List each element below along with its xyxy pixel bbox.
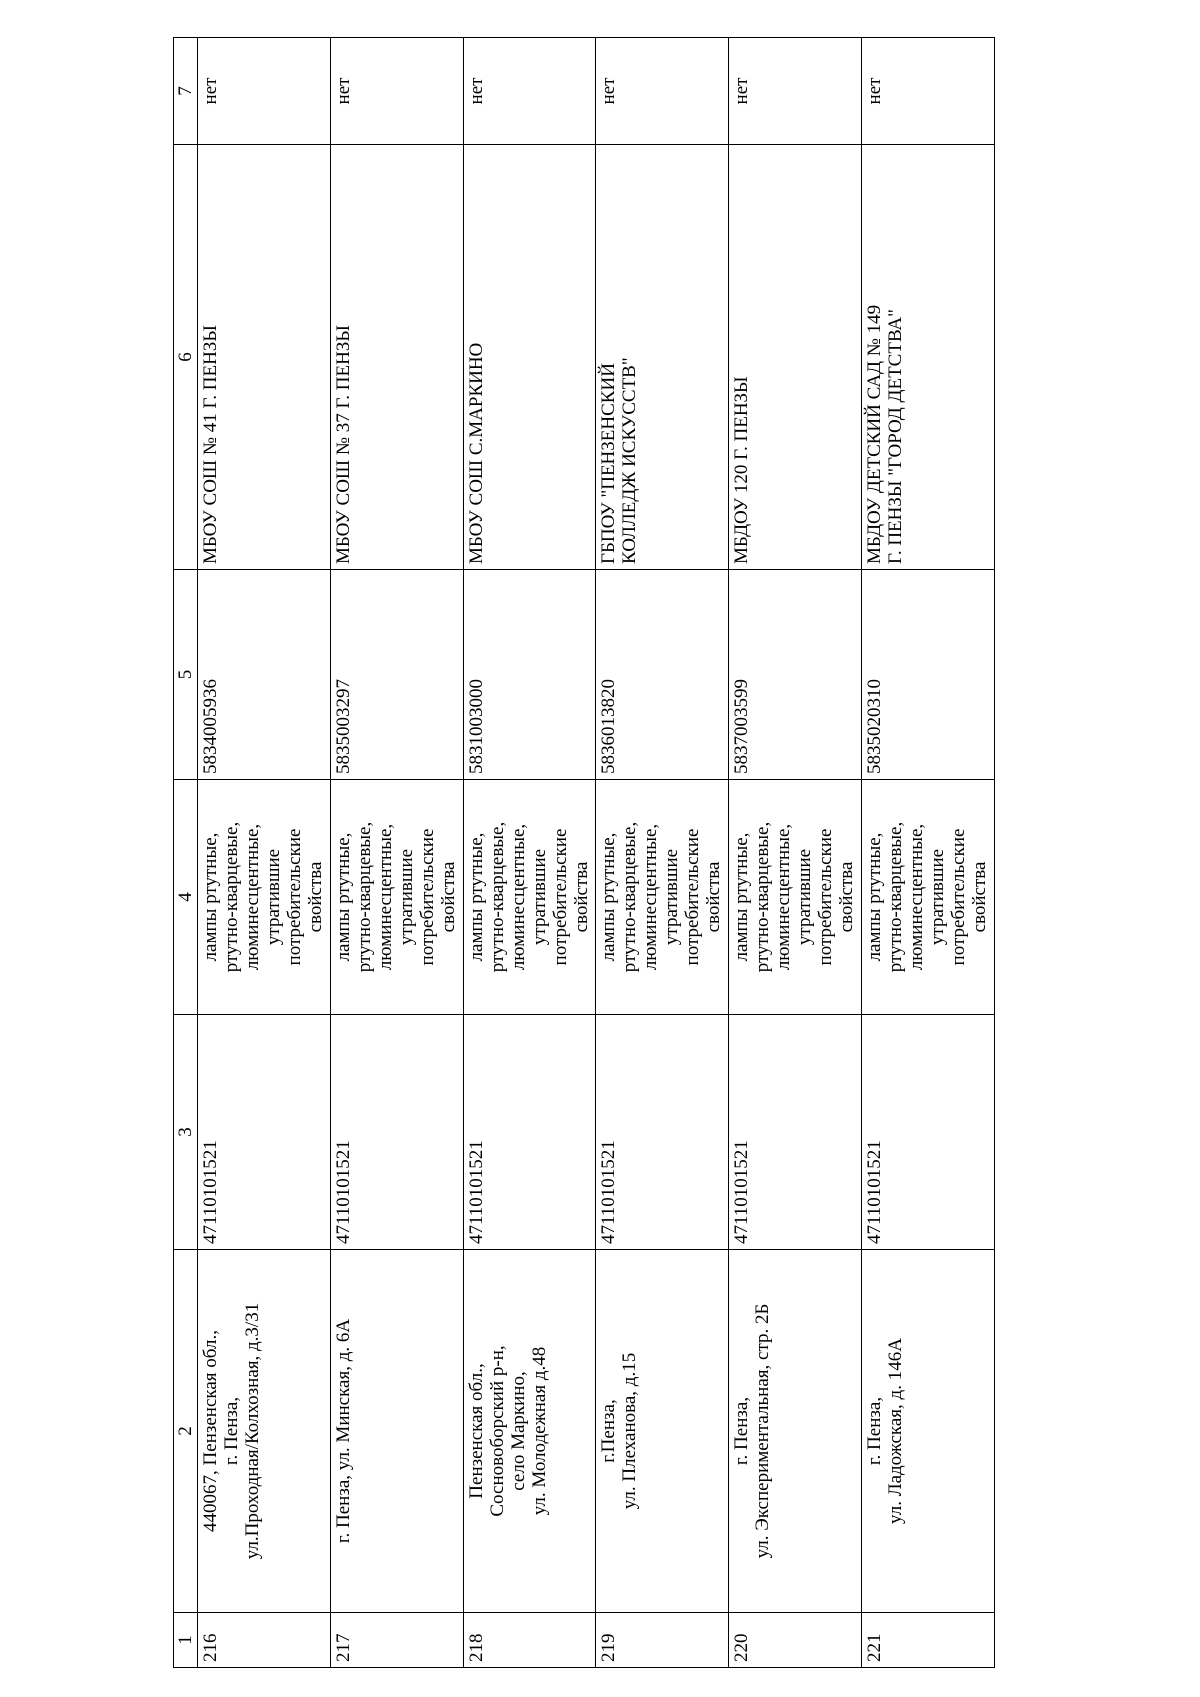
- rotated-table-container: [173, 38, 995, 1668]
- waste-description-cell: лампы ртутные, ртутно-кварцевые, люминесцентные, утратившие потребительские свойства: [463, 780, 596, 1015]
- address-cell: г. Пенза, ул. Экспериментальная, стр. 2Б: [729, 1250, 862, 1613]
- address-cell: г.Пенза, ул. Плеханова, д.15: [596, 1250, 729, 1613]
- row-number-cell: 218: [463, 1613, 596, 1668]
- row-number-cell: 216: [198, 1613, 331, 1668]
- flag-cell: нет: [862, 38, 995, 145]
- table-row: [330, 38, 463, 1668]
- organization-cell: МБДОУ ДЕТСКИЙ САД № 149 Г. ПЕНЗЫ "ГОРОД ДЕТСТВА": [862, 145, 995, 570]
- column-header-6: 6: [174, 145, 198, 570]
- organization-cell: МБОУ СОШ № 41 Г. ПЕНЗЫ: [198, 145, 331, 570]
- organization-cell: МБДОУ 120 Г. ПЕНЗЫ: [729, 145, 862, 570]
- table-row: [596, 38, 729, 1668]
- table-row: [198, 38, 331, 1668]
- address-cell: Пензенская обл., Сосновоборский р-н, село Маркино, ул. Молодежная д.48: [463, 1250, 596, 1613]
- address-cell: 440067, Пензенская обл., г. Пенза, ул.Проходная/Колхозная, д.3/31: [198, 1250, 331, 1613]
- waste-code-cell: 47110101521: [330, 1015, 463, 1250]
- waste-description-cell: лампы ртутные, ртутно-кварцевые, люминесцентные, утратившие потребительские свойства: [198, 780, 331, 1015]
- flag-cell: нет: [596, 38, 729, 145]
- waste-code-cell: 47110101521: [729, 1015, 862, 1250]
- waste-code-cell: 47110101521: [862, 1015, 995, 1250]
- inn-cell: 5837003599: [729, 570, 862, 780]
- row-number-cell: 220: [729, 1613, 862, 1668]
- column-header-3: 3: [174, 1015, 198, 1250]
- waste-code-cell: 47110101521: [463, 1015, 596, 1250]
- table-row: [463, 38, 596, 1668]
- flag-cell: нет: [330, 38, 463, 145]
- column-header-7: 7: [174, 38, 198, 145]
- waste-code-cell: 47110101521: [198, 1015, 331, 1250]
- organization-cell: ГБПОУ "ПЕНЗЕНСКИЙ КОЛЛЕДЖ ИСКУССТВ": [596, 145, 729, 570]
- flag-cell: нет: [198, 38, 331, 145]
- flag-cell: нет: [729, 38, 862, 145]
- address-cell: г. Пенза, ул. Минская, д. 6А: [330, 1250, 463, 1613]
- inn-cell: 5835020310: [862, 570, 995, 780]
- flag-cell: нет: [463, 38, 596, 145]
- table-row: [729, 38, 862, 1668]
- waste-code-cell: 47110101521: [596, 1015, 729, 1250]
- organization-cell: МБОУ СОШ № 37 Г. ПЕНЗЫ: [330, 145, 463, 570]
- column-number-row: [174, 38, 198, 1668]
- waste-description-cell: лампы ртутные, ртутно-кварцевые, люминесцентные, утратившие потребительские свойства: [330, 780, 463, 1015]
- inn-cell: 5831003000: [463, 570, 596, 780]
- table-row: [862, 38, 995, 1668]
- address-cell: г. Пенза, ул. Ладожская, д. 146А: [862, 1250, 995, 1613]
- row-number-cell: 221: [862, 1613, 995, 1668]
- row-number-cell: 219: [596, 1613, 729, 1668]
- inn-cell: 5836013820: [596, 570, 729, 780]
- column-header-1: 1: [174, 1613, 198, 1668]
- table-body: [198, 38, 995, 1668]
- row-number-cell: 217: [330, 1613, 463, 1668]
- column-header-2: 2: [174, 1250, 198, 1613]
- waste-registry-table: [173, 37, 995, 1668]
- inn-cell: 5835003297: [330, 570, 463, 780]
- column-header-5: 5: [174, 570, 198, 780]
- waste-description-cell: лампы ртутные, ртутно-кварцевые, люминесцентные, утратившие потребительские свойства: [862, 780, 995, 1015]
- inn-cell: 5834005936: [198, 570, 331, 780]
- waste-description-cell: лампы ртутные, ртутно-кварцевые, люминесцентные, утратившие потребительские свойства: [596, 780, 729, 1015]
- organization-cell: МБОУ СОШ С.МАРКИНО: [463, 145, 596, 570]
- waste-description-cell: лампы ртутные, ртутно-кварцевые, люминесцентные, утратившие потребительские свойства: [729, 780, 862, 1015]
- column-header-4: 4: [174, 780, 198, 1015]
